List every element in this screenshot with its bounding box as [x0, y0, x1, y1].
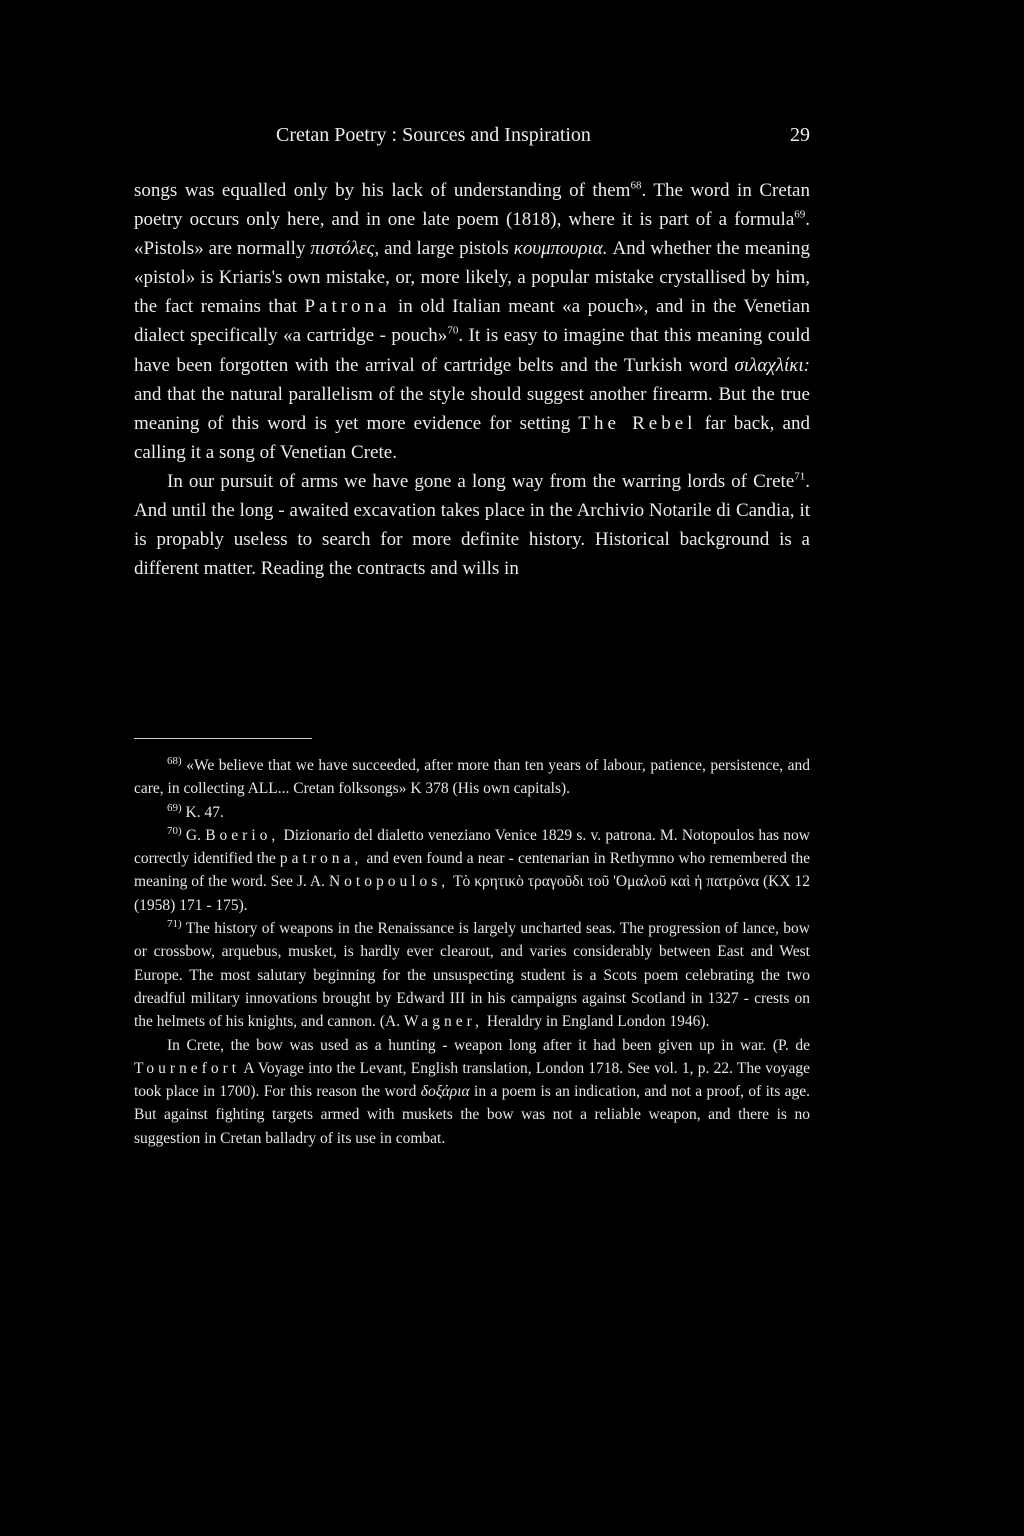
spaced-term: patrona,: [279, 850, 363, 868]
text-run: far back, and calling it a song of Venetian Crete.: [134, 412, 810, 463]
footnote-70: [134, 824, 810, 917]
text-run: Τὸ κρητικὸ τραγοῦδι τοῦ 'Ομαλοῦ καὶ ἡ πατρόνα (KX 12 (1958) 171 - 175).: [134, 873, 810, 914]
footnote-mark: 69): [167, 801, 182, 814]
footnote-ref-70: 70: [447, 325, 459, 338]
footnote-ref-69: 69: [794, 208, 806, 221]
spaced-term: Patrona: [304, 296, 391, 318]
footnote-mark: 70): [167, 824, 182, 837]
text-run: Heraldry in England London 1946).: [483, 1013, 710, 1031]
greek-word: πιστόλες,: [310, 238, 380, 260]
spaced-term: Tournefort: [134, 1059, 241, 1077]
footnote-69: [134, 801, 810, 824]
footnote-71-continued: [134, 1034, 810, 1150]
footnote-ref-68: 68: [630, 179, 642, 192]
text-run: in a poem is an indication, and not a proof, of its age. But against fighting targets armed with muskets the bow was not a reliable weapon, and there is no suggestion in Cretan balladry of its use in combat.: [134, 1083, 811, 1147]
spaced-term: The Rebel: [578, 412, 697, 434]
body-text: [134, 176, 810, 583]
paragraph-2: [134, 467, 810, 583]
spaced-term: Boerio,: [205, 826, 280, 844]
footnote-mark: 68): [167, 754, 182, 767]
text-run: and that the natural parallelism of the style should suggest another firearm. But the true meaning of this word is yet more evidence for setting: [134, 383, 810, 434]
spaced-term: Wagner,: [403, 1013, 483, 1031]
footnotes: [134, 754, 810, 1150]
text-run: «We believe that we have succeeded, after more than ten years of labour, patience, persistence, and care, in collecting ALL... Cretan folksongs» K 378 (His own capitals).: [134, 757, 810, 798]
text-run: A Voyage into the Levant, English translation, London 1718. See vol. 1, p. 22. The voyage took place in 1700). For this reason the word: [134, 1059, 810, 1101]
greek-word: σιλαχλίκι:: [734, 354, 810, 376]
page-header: [134, 124, 810, 154]
text-run: and large pistols: [379, 238, 514, 260]
text-run: . «Pistols» are normally: [134, 209, 810, 260]
running-head: Cretan Poetry : Sources and Inspiration: [276, 124, 591, 146]
text-run: The history of weapons in the Renaissance is largely uncharted seas. The progression of lance, bow or crossbow, arquebus, musket, is hardly ever clearout, and varies considerably between East and West Europe. The most salutary beginning for the unsuspecting student is a Scots poem celebrating the two dreadful military innovations brought by Edward III in his campaigns against Scotland in 1327 - crests on the helmets of his knights, and cannon. (A.: [134, 920, 810, 1031]
footnote-71: [134, 917, 810, 1033]
text-run: songs was equalled only by his lack of understanding of them: [134, 180, 631, 201]
text-run: G.: [181, 826, 206, 844]
book-page: [134, 0, 810, 1536]
text-run: . The word in Cretan poetry occurs only here, and in one late poem (1818), where it is part of a formula: [134, 180, 810, 231]
spaced-term: Notopoulos,: [328, 873, 450, 891]
footnote-mark: 71): [167, 917, 182, 930]
text-run: in old Italian meant «a pouch», and in the Venetian dialect specifically «a cartridge - pouch»: [134, 296, 810, 347]
text-run: and even found a near - centenarian in Rethymno who remembered the meaning of the word. See J. A.: [134, 850, 810, 891]
text-run: . And until the long - awaited excavation takes place in the Archivio Notarile di Candia, it is propably useless to search for more definite history. Historical background is a different matter. Reading the contracts and wills in: [134, 470, 810, 580]
greek-word: κουμπουρια.: [513, 238, 608, 260]
text-run: . It is easy to imagine that this meaning could have been forgotten with the arrival of cartridge belts and the Turkish word: [134, 325, 810, 376]
footnote-68: [134, 754, 810, 801]
footnote-ref-71: 71: [794, 470, 806, 483]
text-run: In our pursuit of arms we have gone a long way from the warring lords of Crete: [167, 470, 795, 492]
text-run: K. 47.: [181, 803, 224, 821]
text-run: Dizionario del dialetto veneziano Venice 1829 s. v. patrona. M. Notopoulos has now correctly identified the: [134, 826, 810, 868]
page-number: 29: [790, 124, 810, 146]
greek-word: δοξάρια: [420, 1083, 470, 1101]
paragraph-1: [134, 176, 810, 467]
text-run: And whether the meaning «pistol» is Kriaris's own mistake, or, more likely, a popular mistake crystallised by him, the fact remains that: [134, 238, 810, 318]
text-run: In Crete, the bow was used as a hunting - weapon long after it had been given up in war. (P. de: [167, 1036, 810, 1054]
footnote-divider: [134, 738, 312, 739]
